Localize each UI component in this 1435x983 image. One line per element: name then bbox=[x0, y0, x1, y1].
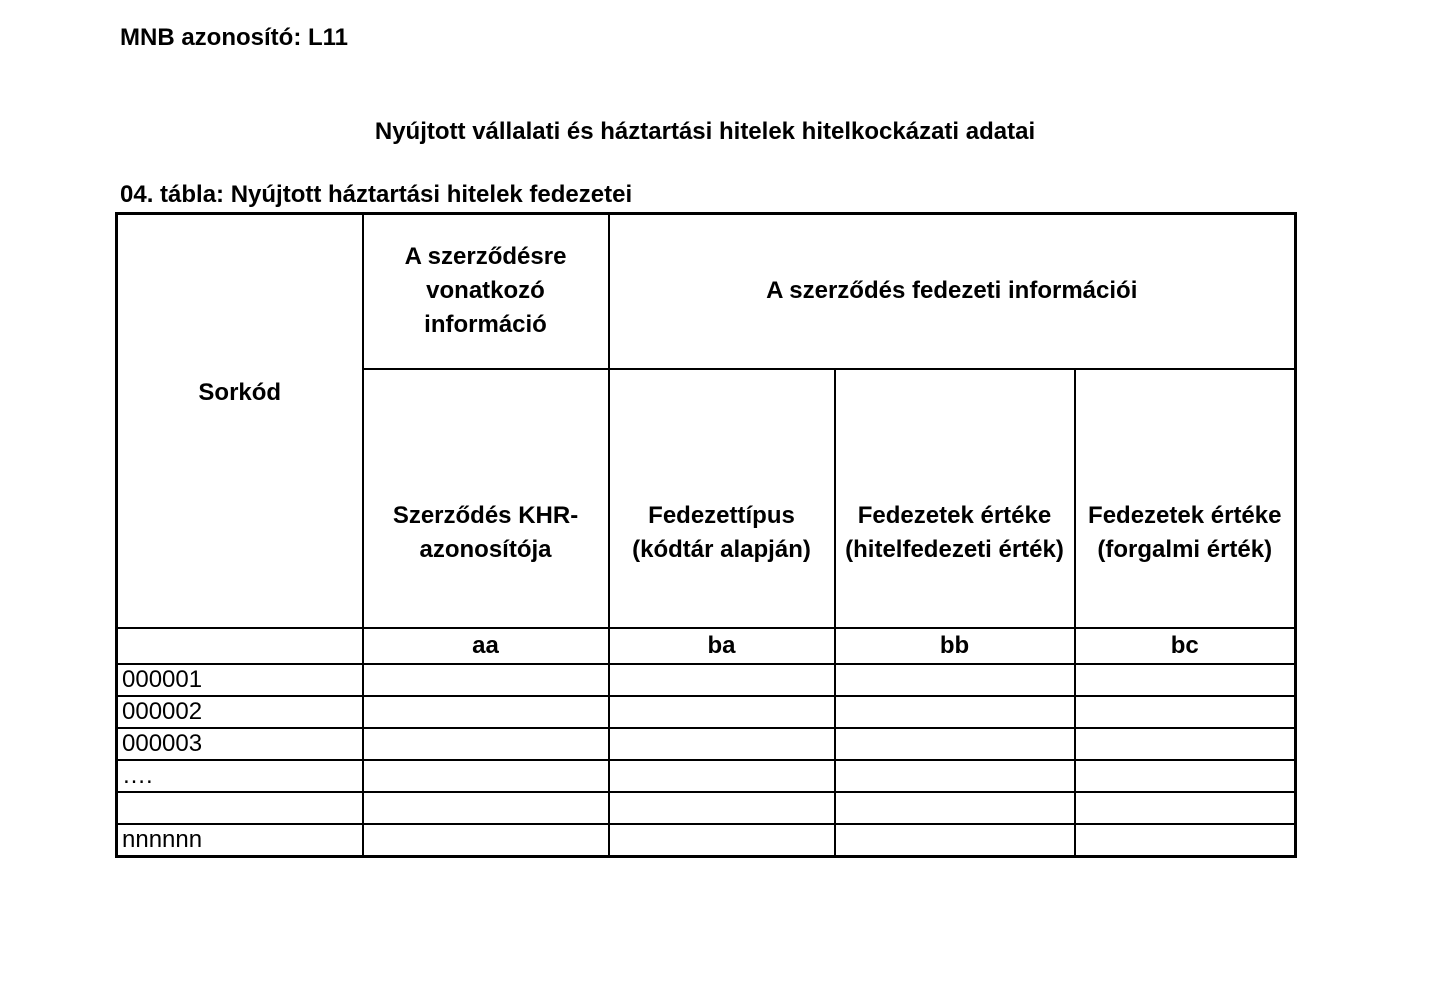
cell-bb[interactable] bbox=[835, 760, 1075, 792]
cell-bb[interactable] bbox=[835, 728, 1075, 760]
column-code-bc: bc bbox=[1075, 628, 1296, 664]
table-row bbox=[117, 728, 1296, 760]
cell-bc[interactable] bbox=[1075, 664, 1296, 696]
cell-aa[interactable] bbox=[363, 664, 609, 696]
group-header-collateral: A szerződés fedezeti információi bbox=[609, 214, 1296, 369]
row-code bbox=[117, 792, 363, 824]
table-caption: 04. tábla: Nyújtott háztartási hitelek fedezetei bbox=[120, 181, 633, 208]
cell-bc[interactable] bbox=[1075, 792, 1296, 824]
cell-bc[interactable] bbox=[1075, 760, 1296, 792]
row-code: 000002 bbox=[117, 696, 363, 728]
row-code: 000001 bbox=[117, 664, 363, 696]
cell-bc[interactable] bbox=[1075, 696, 1296, 728]
row-code: 000003 bbox=[117, 728, 363, 760]
cell-ba[interactable] bbox=[609, 760, 835, 792]
column-header-ba: Fedezettípus (kódtár alapján) bbox=[609, 369, 835, 628]
cell-bc[interactable] bbox=[1075, 728, 1296, 760]
column-code-aa: aa bbox=[363, 628, 609, 664]
cell-bb[interactable] bbox=[835, 696, 1075, 728]
cell-bb[interactable] bbox=[835, 792, 1075, 824]
column-code-ba: ba bbox=[609, 628, 835, 664]
column-header-bb: Fedezetek értéke (hitelfedezeti érték) bbox=[835, 369, 1075, 628]
column-code-blank bbox=[117, 628, 363, 664]
row-code: nnnnnn bbox=[117, 824, 363, 857]
cell-aa[interactable] bbox=[363, 792, 609, 824]
collateral-table bbox=[115, 212, 1297, 858]
cell-aa[interactable] bbox=[363, 728, 609, 760]
cell-aa[interactable] bbox=[363, 696, 609, 728]
column-code-bb: bb bbox=[835, 628, 1075, 664]
cell-bb[interactable] bbox=[835, 824, 1075, 857]
cell-ba[interactable] bbox=[609, 696, 835, 728]
cell-ba[interactable] bbox=[609, 664, 835, 696]
cell-aa[interactable] bbox=[363, 760, 609, 792]
group-header-contract: A szerződésre vonatkozó információ bbox=[363, 214, 609, 369]
column-code-row bbox=[117, 628, 1296, 664]
mnb-identifier: MNB azonosító: L11 bbox=[120, 24, 349, 51]
table-row bbox=[117, 760, 1296, 792]
document-title: Nyújtott vállalati és háztartási hitelek hitelkockázati adatai bbox=[374, 118, 1036, 145]
row-code: …. bbox=[117, 760, 363, 792]
cell-ba[interactable] bbox=[609, 792, 835, 824]
cell-bb[interactable] bbox=[835, 664, 1075, 696]
table-row bbox=[117, 696, 1296, 728]
table-row bbox=[117, 824, 1296, 857]
column-header-aa: Szerződés KHR-azonosítója bbox=[363, 369, 609, 628]
column-header-bc: Fedezetek értéke (forgalmi érték) bbox=[1075, 369, 1296, 628]
row-code-header: Sorkód bbox=[117, 214, 363, 628]
cell-bc[interactable] bbox=[1075, 824, 1296, 857]
table-row bbox=[117, 664, 1296, 696]
header-row-groups bbox=[117, 214, 1296, 369]
cell-ba[interactable] bbox=[609, 824, 835, 857]
cell-ba[interactable] bbox=[609, 728, 835, 760]
cell-aa[interactable] bbox=[363, 824, 609, 857]
table-row bbox=[117, 792, 1296, 824]
